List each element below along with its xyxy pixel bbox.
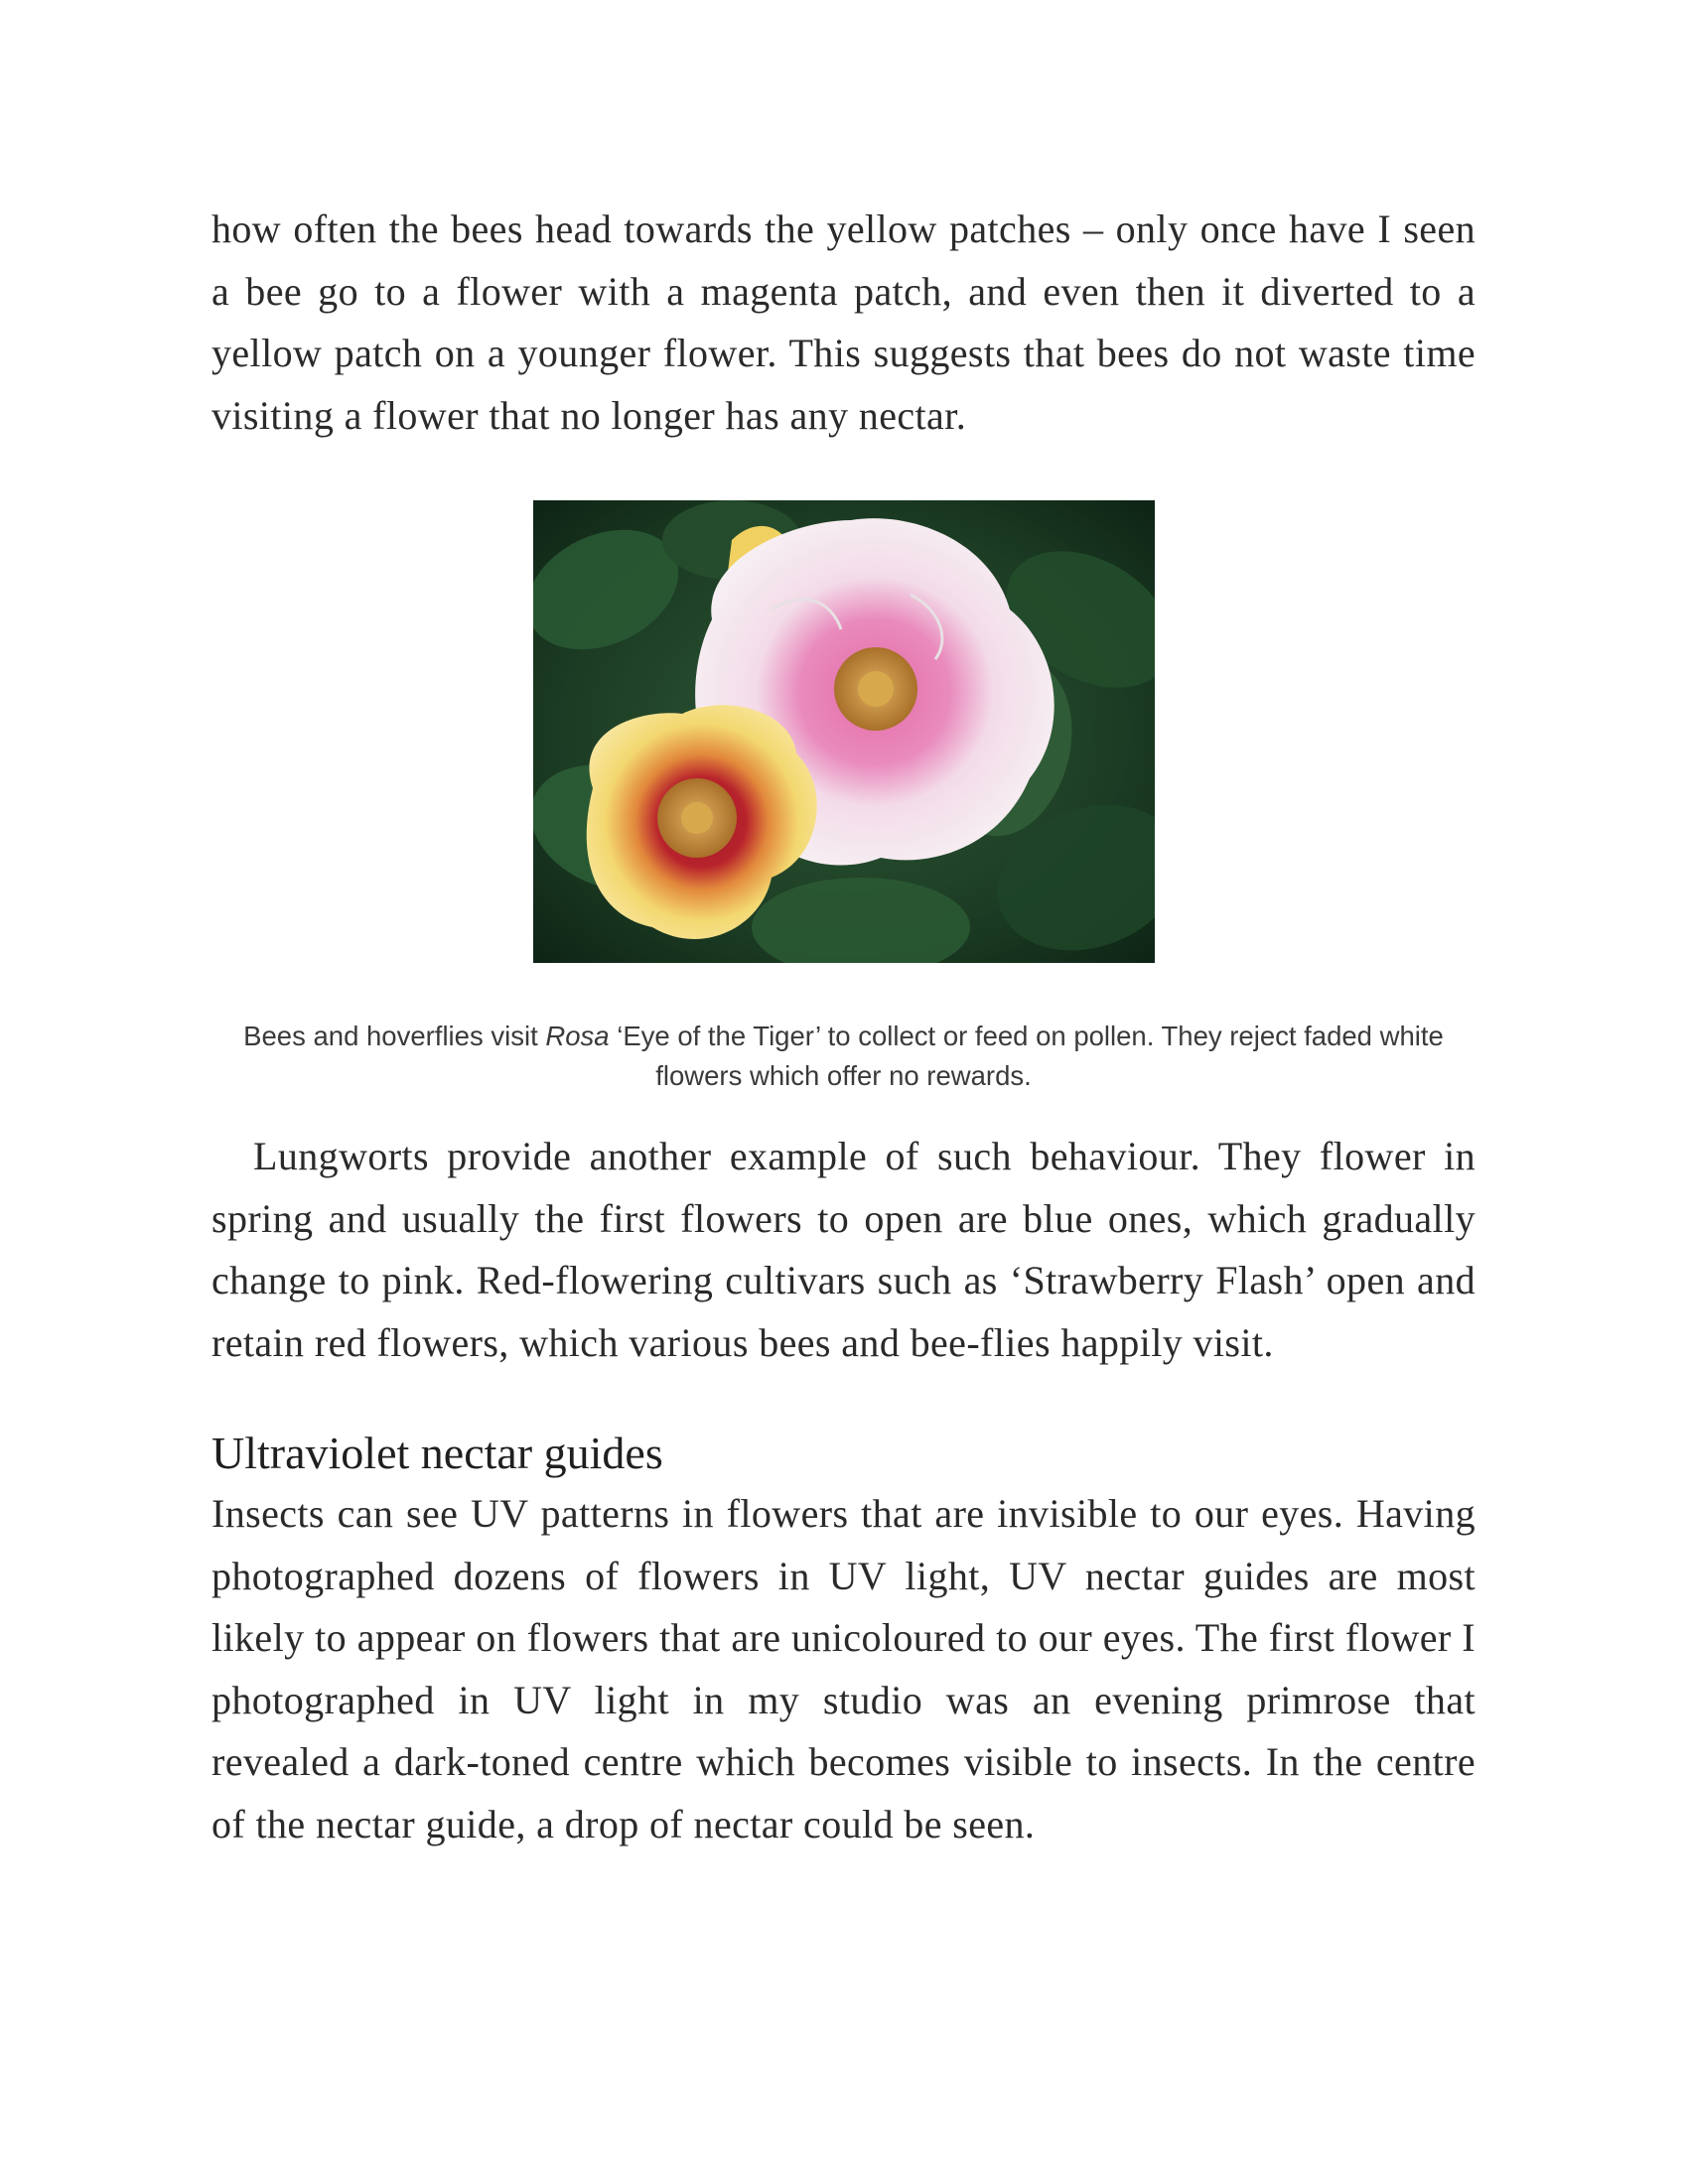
caption-italic: Rosa — [545, 1021, 610, 1051]
paragraph-lungworts: Lungworts provide another example of such behaviour. They flower in spring and usually the first flowers to open are blue ones, which gradually change to pink. Red-flowering cultivars such as ‘Strawberry Flash’ open and retain red flowers, which various bees and bee-flies happily visit. — [211, 1134, 1476, 1365]
section-heading: Ultraviolet nectar guides — [211, 1428, 663, 1478]
caption-text-before: Bees and hoverflies visit — [243, 1021, 546, 1051]
page — [211, 199, 1476, 1855]
figure-rose — [211, 500, 1476, 1096]
figure-caption — [211, 1017, 1476, 1096]
paragraph-bee-patches: how often the bees head towards the yellow patches – only once have I seen a bee go to a flower with a magenta patch, and even then it diverted to a yellow patch on a younger flower. This suggests that bees do not waste time visiting a flower that no longer has any nectar. — [211, 206, 1476, 438]
paragraph-uv-guides: Insects can see UV patterns in flowers that are invisible to our eyes. Having photographed dozens of flowers in UV light, UV nectar guides are most likely to appear on flowers that are unicoloured to our eyes. The first flower I photographed in UV light in my studio was an evening primrose that revealed a dark-toned centre which becomes visible to insects. In the centre of the nectar guide, a drop of nectar could be seen. — [211, 1491, 1476, 1846]
rose-photo — [533, 500, 1155, 963]
caption-text-after: ‘Eye of the Tiger’ to collect or feed on pollen. They reject faded white flowers which offer no rewards. — [609, 1021, 1444, 1091]
